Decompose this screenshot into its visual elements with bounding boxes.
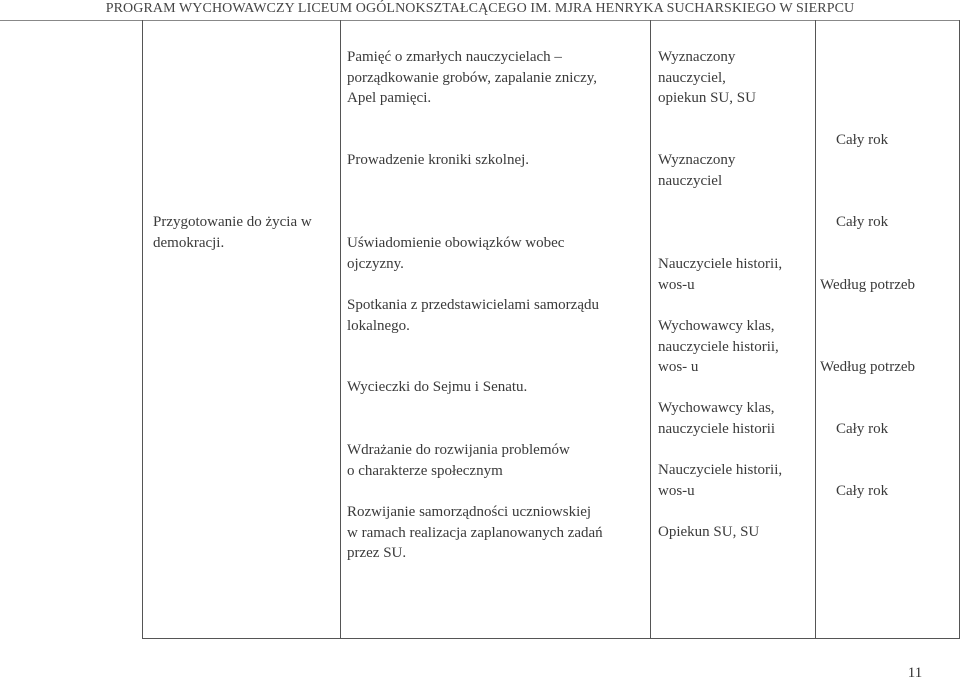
row3-task-3: Wycieczki do Sejmu i Senatu. — [347, 379, 528, 395]
row3-timing-3: Według potrzeb — [820, 359, 916, 375]
row2-timing: Cały rok — [836, 132, 889, 148]
row3-timing-4: Cały rok — [836, 421, 889, 437]
page-number: 11 — [907, 665, 923, 681]
document-title: PROGRAM WYCHOWAWCZY LICEUM OGÓLNOKSZTAŁCĄCEGO IM. MJRA HENRYKA SUCHARSKIEGO W SIERPCU — [105, 1, 855, 16]
row1-responsible: Wyznaczony nauczyciel, opiekun SU, SU — [658, 49, 756, 106]
row3-task-1: Uświadomienie obowiązków wobec ojczyzny. — [347, 235, 565, 272]
row2-responsible: Wyznaczony nauczyciel — [658, 152, 736, 189]
row3-area: Przygotowanie do życia w demokracji. — [153, 214, 312, 251]
row3-responsible-2: Wychowawcy klas, nauczyciele historii, wos- u — [658, 318, 779, 375]
row3-responsible-1: Nauczyciele historii, wos-u — [658, 256, 783, 293]
row3-responsible-5: Opiekun SU, SU — [658, 524, 760, 540]
table-divider-2 — [650, 20, 651, 639]
table-border-bottom — [142, 638, 960, 639]
page-header — [0, 0, 960, 21]
row2-tasks: Prowadzenie kroniki szkolnej. — [347, 152, 530, 168]
row1-tasks: Pamięć o zmarłych nauczycielach – porządkowanie grobów, zapalanie zniczy, Apel pamięci. — [347, 49, 598, 106]
table-divider-1 — [340, 20, 341, 639]
row3-task-2: Spotkania z przedstawicielami samorządu lokalnego. — [347, 297, 599, 334]
table-divider-3 — [815, 20, 816, 639]
row3-responsible-4: Nauczyciele historii, wos-u — [658, 462, 783, 499]
row3-timing-2: Według potrzeb — [820, 277, 916, 293]
row3-responsible-3: Wychowawcy klas, nauczyciele historii — [658, 400, 776, 437]
row3-task-5: Rozwijanie samorządności uczniowskiej w ramach realizacja zaplanowanych zadań przez SU. — [347, 504, 603, 561]
row3-task-4: Wdrażanie do rozwijania problemów o charakterze społecznym — [347, 442, 570, 479]
row3-timing-1: Cały rok — [836, 214, 889, 230]
row3-timing-5: Cały rok — [836, 483, 889, 499]
table-border-left — [142, 20, 143, 639]
